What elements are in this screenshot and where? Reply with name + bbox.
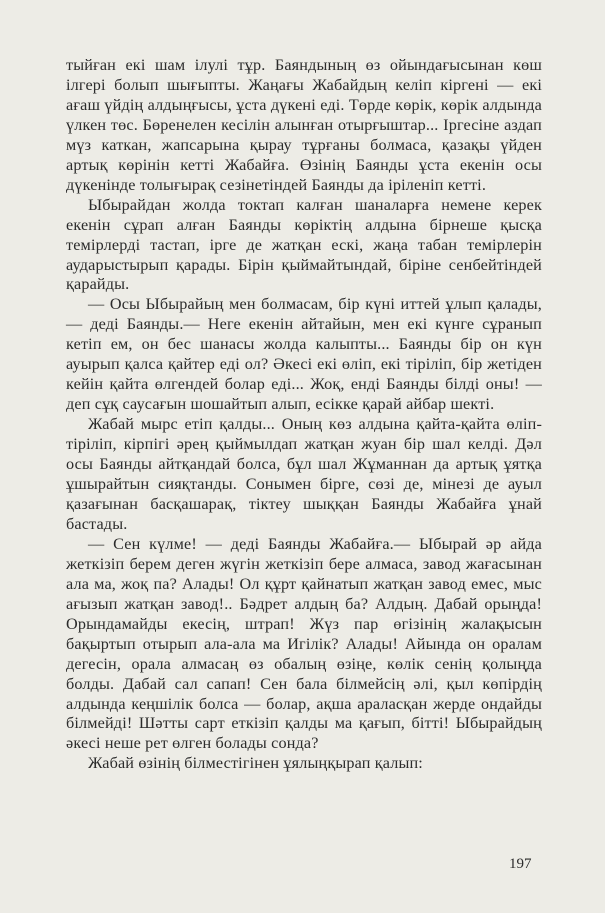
- paragraph-3: — Осы Ыбырайың мен болмасам, бір күні иттей ұлып қалады,— деді Баянды.— Неге екенін айтайын, мен екі күнге сұранып кетіп ем, он бес шанасы жолда калыпты... Баянды бір он күн ауырып қалса қайтер еді ол? Әкесі екі өліп, екі тіріліп, бір жетіден кейін қайта өлгендей болар еді... Жоқ, енді Баянды білді оны! — деп сұқ саусағын шошайтып алып, есікке қарай айбар шекті.: [66, 295, 542, 414]
- body-text: [66, 56, 542, 774]
- paragraph-6: Жабай өзінің білместігінен ұялыңқырап қалып:: [88, 754, 423, 773]
- paragraph-2: Ыбырайдан жолда токтап калған шаналарға немене керек екенін сұрап алған Баянды көріктің алдына бірнеше қысқа темірлерді тастап, ірге де жатқан ескі, жаңа табан темірлерін аударыстырып қарады. Бірін қыймайтындай, біріне сенбейтіндей қарайды.: [66, 195, 542, 294]
- paragraph-1: тыйған екі шам ілулі тұр. Баяндының өз ойындағысынан көш ілгері болып шығыпты. Жаңағы Жабайдың келіп кіргені — екі ағаш үйдің алдыңғысы, ұста дүкені еді. Төрде көрік, көрік алдында үлкен төс. Бөренелен кесілін алынған отырғыштар... Іргесіне аздап мүз каткан, жапсарына қырау тұрғаны болмаса, қазақы үйден артық көрінін кетті Жабайға. Өзінің Баянды ұста екенін осы дүкенінде толығырақ сезінетіндей Баянды да іріленіп кетті.: [66, 56, 542, 194]
- page-number: 197: [509, 856, 532, 872]
- paragraph-4: Жабай мырс етіп қалды... Оның көз алдына қайта-қайта өліп-тіріліп, кірпігі әрең қыймылдап жатқан жуан бір шал келді. Дәл осы Баянды айтқандай болса, бұл шал Жұманнан да артық ұятқа ұшырайтын сияқтанды. Сонымен бірге, сөзі де, мінезі де ауыл қазағынан басқашарақ, тіктеу шыққан Баянды Жабайға ұнай бастады.: [66, 415, 542, 533]
- paragraph-5: — Сен күлме! — деді Баянды Жабайға.— Ыбырай әр айда жеткізіп берем деген жүгін жеткізіп бере алмаса, завод жағасынан ала ма, жоқ па? Алады! Ол құрт қайнатып жатқан завод емес, мыс ағызып жатқан завод!.. Бәдрет алдың ба? Алдың. Дабай орыңда! Орындамайды екесің, штрап! Жүз пар өгізінің жалақысын бақыртып отырып ала-ала ма Игілік? Алады! Айында он оралам дегесін, орала алмасаң өз обалың өзіңе, көлік сенің қолыңда болды. Дабай сал сапап! Сен бала білмейсің әлі, қыл көпірдің алдында кеңшілік болса — болар, ақша араласқан жерде ондайды білмейді! Шәтты сарт еткізіп қалды ма қағып, бітті! Ыбырайдың әкесі неше рет өлген болады сонда?: [66, 534, 542, 753]
